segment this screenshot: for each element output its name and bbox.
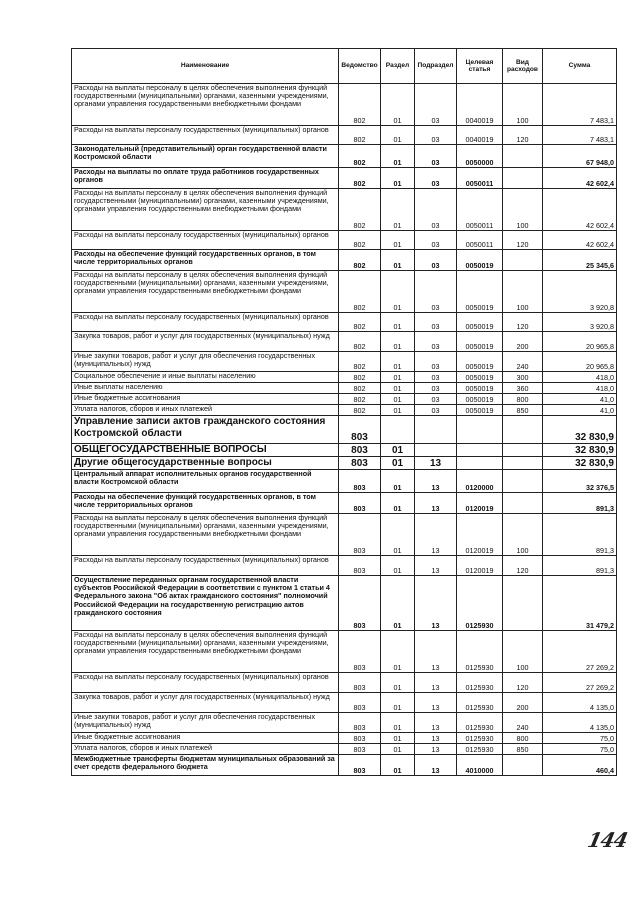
row-cs: 0120019 [457,514,503,556]
row-podrazdel: 03 [415,168,457,189]
table-row [72,271,617,313]
row-vid: 100 [503,631,543,673]
row-sum: 32 376,5 [543,470,617,493]
row-ved: 802 [339,383,381,394]
row-cs: 0040019 [457,126,503,145]
row-cs: 0120000 [457,470,503,493]
row-cs: 0050019 [457,405,503,416]
row-cs: 0050019 [457,332,503,352]
row-cs [457,444,503,457]
row-razdel: 01 [381,444,415,457]
row-ved: 802 [339,394,381,405]
row-ved: 802 [339,332,381,352]
row-ved: 803 [339,755,381,776]
table-row [72,673,617,693]
row-razdel: 01 [381,693,415,713]
row-podrazdel: 13 [415,576,457,631]
row-razdel: 01 [381,372,415,383]
table-row [72,755,617,776]
row-razdel: 01 [381,394,415,405]
table-row [72,457,617,470]
row-sum: 32 830,9 [543,444,617,457]
table-row [72,231,617,250]
row-ved: 803 [339,733,381,744]
row-podrazdel: 03 [415,250,457,271]
row-razdel: 01 [381,631,415,673]
row-vid [503,444,543,457]
row-vid: 850 [503,744,543,755]
row-podrazdel: 13 [415,744,457,755]
row-podrazdel: 03 [415,231,457,250]
row-cs: 0050019 [457,372,503,383]
row-sum: 891,3 [543,514,617,556]
row-name: Центральный аппарат исполнительных органов государственной власти Костромской области [72,470,339,493]
row-podrazdel: 13 [415,493,457,514]
header-name: Наименование [72,49,339,84]
row-cs: 4010000 [457,755,503,776]
row-name: ОБЩЕГОСУДАРСТВЕННЫЕ ВОПРОСЫ [72,444,339,457]
row-sum: 20 965,8 [543,352,617,372]
row-vid [503,457,543,470]
table-row [72,84,617,126]
row-ved: 803 [339,514,381,556]
row-razdel: 01 [381,457,415,470]
row-sum: 75,0 [543,744,617,755]
row-razdel: 01 [381,744,415,755]
row-ved: 802 [339,231,381,250]
row-ved: 802 [339,352,381,372]
row-vid: 100 [503,189,543,231]
row-podrazdel: 03 [415,383,457,394]
row-razdel: 01 [381,673,415,693]
row-sum: 41,0 [543,405,617,416]
row-vid [503,416,543,444]
row-podrazdel: 03 [415,271,457,313]
row-name: Иные бюджетные ассигнования [72,394,339,405]
row-cs: 0125930 [457,631,503,673]
header-sum: Сумма [543,49,617,84]
row-ved: 803 [339,556,381,576]
table-body [72,84,617,776]
row-vid: 850 [503,405,543,416]
row-cs: 0125930 [457,673,503,693]
row-cs: 0050019 [457,271,503,313]
row-name: Иные закупки товаров, работ и услуг для обеспечения государственных (муниципальных) нужд [72,352,339,372]
row-cs: 0050019 [457,352,503,372]
row-razdel: 01 [381,713,415,733]
row-cs: 0120019 [457,556,503,576]
row-sum: 4 135,0 [543,693,617,713]
row-razdel: 01 [381,470,415,493]
row-razdel: 01 [381,145,415,168]
row-cs [457,416,503,444]
row-cs [457,457,503,470]
row-podrazdel: 13 [415,631,457,673]
row-podrazdel: 03 [415,394,457,405]
row-cs: 0050019 [457,250,503,271]
row-vid [503,250,543,271]
row-razdel: 01 [381,405,415,416]
row-ved: 803 [339,673,381,693]
row-podrazdel: 13 [415,693,457,713]
row-vid [503,145,543,168]
row-podrazdel: 03 [415,145,457,168]
row-vid: 240 [503,352,543,372]
row-razdel: 01 [381,313,415,332]
row-razdel: 01 [381,189,415,231]
row-name: Закупка товаров, работ и услуг для государственных (муниципальных) нужд [72,332,339,352]
row-ved: 802 [339,405,381,416]
row-cs: 0125930 [457,744,503,755]
row-razdel: 01 [381,383,415,394]
header-podrazdel: Подраздел [415,49,457,84]
table-row [72,168,617,189]
row-ved: 802 [339,313,381,332]
row-podrazdel: 03 [415,332,457,352]
row-cs: 0050011 [457,189,503,231]
row-ved: 803 [339,744,381,755]
row-sum: 891,3 [543,556,617,576]
row-razdel: 01 [381,556,415,576]
row-name: Социальное обеспечение и иные выплаты населению [72,372,339,383]
row-cs: 0120019 [457,493,503,514]
row-ved: 803 [339,631,381,673]
row-sum: 4 135,0 [543,713,617,733]
row-name: Расходы на выплаты персоналу в целях обеспечения выполнения функций государственными (муниципальными) органами, казенными учреждениями, органами управления государственными внебюджетными фондами [72,189,339,231]
row-cs: 0125930 [457,576,503,631]
table-row [72,383,617,394]
row-vid: 360 [503,383,543,394]
row-name: Расходы на выплаты по оплате труда работников государственных органов [72,168,339,189]
row-name: Расходы на выплаты персоналу государственных (муниципальных) органов [72,231,339,250]
row-cs: 0050019 [457,383,503,394]
table-row [72,405,617,416]
row-vid [503,168,543,189]
table-row [72,313,617,332]
row-razdel: 01 [381,250,415,271]
row-podrazdel: 03 [415,352,457,372]
table-row [72,250,617,271]
row-cs: 0050011 [457,168,503,189]
table-row [72,189,617,231]
row-podrazdel [415,444,457,457]
table-row [72,556,617,576]
row-cs: 0125930 [457,713,503,733]
row-vid [503,493,543,514]
row-name: Расходы на выплаты персоналу государственных (муниципальных) органов [72,673,339,693]
row-ved: 803 [339,457,381,470]
row-sum: 42 602,4 [543,168,617,189]
row-ved: 803 [339,493,381,514]
row-ved: 803 [339,444,381,457]
row-sum: 25 345,6 [543,250,617,271]
row-razdel: 01 [381,493,415,514]
row-sum: 42 602,4 [543,231,617,250]
row-ved: 802 [339,84,381,126]
table-row [72,713,617,733]
row-podrazdel: 03 [415,189,457,231]
row-vid: 200 [503,332,543,352]
table-row [72,332,617,352]
table-row [72,693,617,713]
row-name: Расходы на выплаты персоналу государственных (муниципальных) органов [72,556,339,576]
header-vid: Вид расходов [503,49,543,84]
row-ved: 803 [339,693,381,713]
row-sum: 3 920,8 [543,313,617,332]
row-podrazdel: 13 [415,713,457,733]
row-podrazdel: 03 [415,405,457,416]
row-cs: 0050019 [457,313,503,332]
row-vid: 120 [503,556,543,576]
row-name: Расходы на выплаты персоналу в целях обеспечения выполнения функций государственными (муниципальными) органами, казенными учреждениями, органами управления государственными внебюджетными фондами [72,631,339,673]
row-podrazdel: 13 [415,514,457,556]
row-ved: 803 [339,416,381,444]
row-vid: 120 [503,126,543,145]
row-razdel: 01 [381,755,415,776]
row-name: Расходы на выплаты персоналу государственных (муниципальных) органов [72,313,339,332]
row-cs: 0050000 [457,145,503,168]
row-cs: 0125930 [457,693,503,713]
row-razdel: 01 [381,332,415,352]
row-vid: 120 [503,231,543,250]
row-sum: 27 269,2 [543,631,617,673]
row-sum: 7 483,1 [543,126,617,145]
row-ved: 802 [339,168,381,189]
row-vid: 800 [503,733,543,744]
row-name: Осуществление переданных органам государственной власти субъектов Российской Федерации в соответствии с пунктом 1 статьи 4 Федерального закона "Об актах гражданского состояния" полномочий Российской Федерации на государственную регистрацию актов гражданского состояния [72,576,339,631]
row-name: Расходы на выплаты персоналу в целях обеспечения выполнения функций государственными (муниципальными) органами, казенными учреждениями, органами управления государственными внебюджетными фондами [72,514,339,556]
row-ved: 802 [339,271,381,313]
row-vid: 100 [503,271,543,313]
row-name: Уплата налогов, сборов и иных платежей [72,405,339,416]
row-sum: 7 483,1 [543,84,617,126]
row-podrazdel: 13 [415,457,457,470]
row-vid: 100 [503,84,543,126]
row-podrazdel: 03 [415,372,457,383]
row-sum: 67 948,0 [543,145,617,168]
table-row [72,631,617,673]
row-sum: 460,4 [543,755,617,776]
row-podrazdel [415,416,457,444]
row-razdel: 01 [381,231,415,250]
row-podrazdel: 03 [415,84,457,126]
row-cs: 0050011 [457,231,503,250]
row-ved: 803 [339,713,381,733]
table-row [72,372,617,383]
row-cs: 0125930 [457,733,503,744]
row-razdel: 01 [381,168,415,189]
row-sum: 3 920,8 [543,271,617,313]
row-razdel: 01 [381,733,415,744]
row-name: Иные выплаты населению [72,383,339,394]
page-number: 144 [585,828,630,852]
row-ved: 802 [339,189,381,231]
row-razdel: 01 [381,576,415,631]
row-name: Расходы на обеспечение функций государственных органов, в том числе территориальных органов [72,493,339,514]
row-razdel [381,416,415,444]
table-row [72,352,617,372]
table-row [72,733,617,744]
row-razdel: 01 [381,271,415,313]
row-sum: 31 479,2 [543,576,617,631]
row-vid [503,470,543,493]
row-podrazdel: 13 [415,755,457,776]
row-podrazdel: 13 [415,470,457,493]
budget-table [71,48,617,776]
header-cs: Целевая статья [457,49,503,84]
table-row [72,576,617,631]
header-razdel: Раздел [381,49,415,84]
row-vid: 120 [503,673,543,693]
row-sum: 418,0 [543,372,617,383]
row-name: Иные бюджетные ассигнования [72,733,339,744]
row-sum: 75,0 [543,733,617,744]
row-vid: 100 [503,514,543,556]
table-row [72,493,617,514]
table-row [72,394,617,405]
row-name: Уплата налогов, сборов и иных платежей [72,744,339,755]
row-name: Управление записи актов гражданского состояния Костромской области [72,416,339,444]
row-ved: 802 [339,250,381,271]
row-name: Расходы на выплаты персоналу государственных (муниципальных) органов [72,126,339,145]
row-podrazdel: 03 [415,126,457,145]
row-podrazdel: 13 [415,733,457,744]
row-sum: 891,3 [543,493,617,514]
row-name: Закупка товаров, работ и услуг для государственных (муниципальных) нужд [72,693,339,713]
row-name: Межбюджетные трансферты бюджетам муниципальных образований за счет средств федерального бюджета [72,755,339,776]
row-ved: 803 [339,576,381,631]
row-vid [503,576,543,631]
row-sum: 32 830,9 [543,457,617,470]
table-row [72,126,617,145]
table-row [72,444,617,457]
row-vid [503,755,543,776]
row-razdel: 01 [381,84,415,126]
row-vid: 240 [503,713,543,733]
row-sum: 32 830,9 [543,416,617,444]
row-name: Законодательный (представительный) орган государственной власти Костромской области [72,145,339,168]
row-name: Расходы на обеспечение функций государственных органов, в том числе территориальных органов [72,250,339,271]
row-sum: 418,0 [543,383,617,394]
table-row [72,744,617,755]
row-cs: 0050019 [457,394,503,405]
row-ved: 802 [339,372,381,383]
table-header-row [72,49,617,84]
row-vid: 300 [503,372,543,383]
row-ved: 802 [339,145,381,168]
row-vid: 200 [503,693,543,713]
row-name: Расходы на выплаты персоналу в целях обеспечения выполнения функций государственными (муниципальными) органами, казенными учреждениями, органами управления государственными внебюджетными фондами [72,84,339,126]
row-ved: 803 [339,470,381,493]
row-sum: 27 269,2 [543,673,617,693]
row-name: Иные закупки товаров, работ и услуг для обеспечения государственных (муниципальных) нужд [72,713,339,733]
row-cs: 0040019 [457,84,503,126]
header-ved: Ведомство [339,49,381,84]
row-vid: 120 [503,313,543,332]
row-sum: 42 602,4 [543,189,617,231]
table-row [72,145,617,168]
table-row [72,470,617,493]
row-podrazdel: 13 [415,556,457,576]
row-razdel: 01 [381,126,415,145]
row-podrazdel: 13 [415,673,457,693]
row-podrazdel: 03 [415,313,457,332]
row-ved: 802 [339,126,381,145]
row-razdel: 01 [381,352,415,372]
row-name: Другие общегосударственные вопросы [72,457,339,470]
table-row [72,416,617,444]
row-vid: 800 [503,394,543,405]
row-name: Расходы на выплаты персоналу в целях обеспечения выполнения функций государственными (муниципальными) органами, казенными учреждениями, органами управления государственными внебюджетными фондами [72,271,339,313]
table-row [72,514,617,556]
row-sum: 20 965,8 [543,332,617,352]
row-sum: 41,0 [543,394,617,405]
row-razdel: 01 [381,514,415,556]
